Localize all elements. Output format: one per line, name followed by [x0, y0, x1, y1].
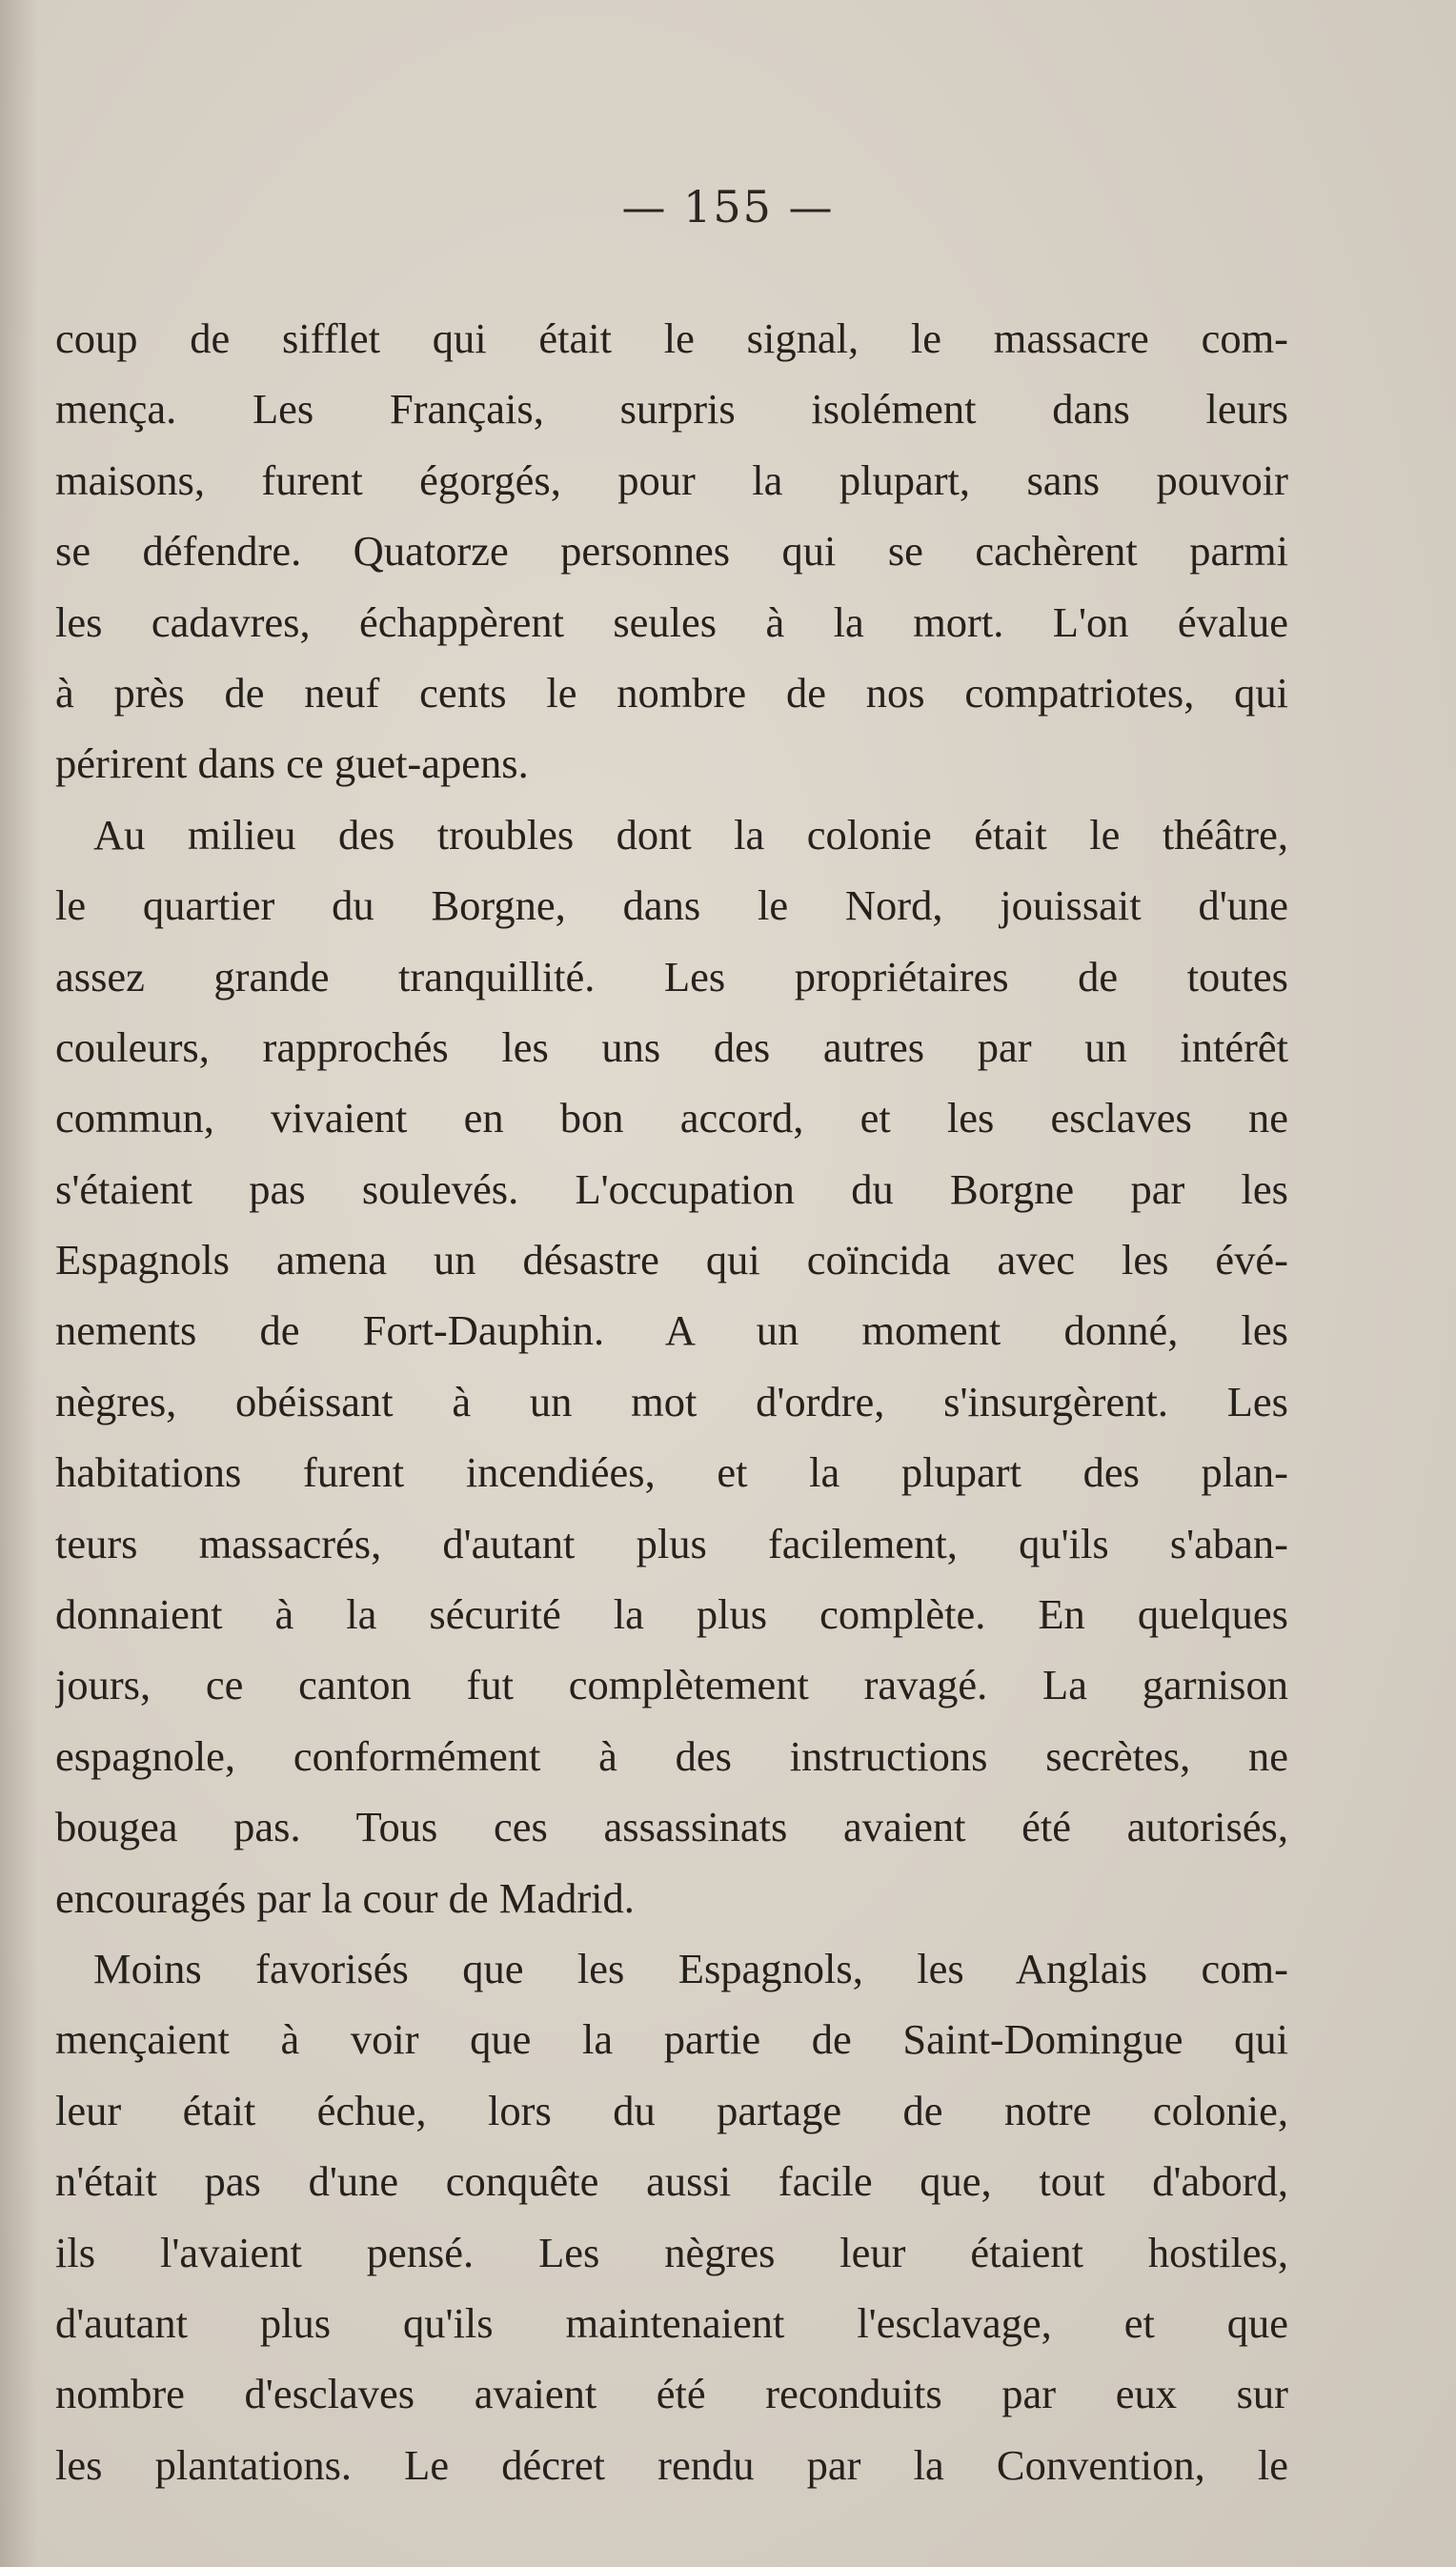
text-line: mençaient à voir que la partie de Saint-Domingue qui: [55, 2015, 1288, 2064]
text-line: nègres, obéissant à un mot d'ordre, s'insurgèrent. Les: [55, 1377, 1288, 1425]
text-line: jours, ce canton fut complètement ravagé. La garnison: [55, 1661, 1288, 1709]
text-line: maisons, furent égorgés, pour la plupart, sans pouvoir: [55, 455, 1288, 504]
text-line: d'autant plus qu'ils maintenaient l'esclavage, et que: [55, 2298, 1288, 2347]
text-line: encouragés par la cour de Madrid.: [55, 1873, 635, 1922]
text-line: coup de sifflet qui était le signal, le massacre com-: [55, 314, 1288, 362]
text-line: commun, vivaient en bon accord, et les esclaves ne: [55, 1094, 1288, 1142]
page-number: — 155 —: [621, 181, 835, 232]
text-line: assez grande tranquillité. Les propriétaires de toutes: [55, 952, 1288, 1001]
text-line: se défendre. Quatorze personnes qui se cachèrent parmi: [55, 527, 1288, 576]
text-line: mença. Les Français, surpris isolément dans leurs: [55, 385, 1288, 434]
text-line: le quartier du Borgne, dans le Nord, jouissait d'une: [55, 881, 1288, 930]
text-line: n'était pas d'une conquête aussi facile que, tout d'abord,: [55, 2157, 1288, 2206]
text-line: espagnole, conformément à des instructions secrètes, ne: [55, 1731, 1288, 1780]
body-text: [55, 303, 1288, 2500]
text-line: leur était échue, lors du partage de notre colonie,: [55, 2086, 1288, 2134]
text-line: couleurs, rapprochés les uns des autres par un intérêt: [55, 1022, 1288, 1071]
text-line: donnaient à la sécurité la plus complète. En quelques: [55, 1590, 1288, 1639]
page-edge-shadow: [0, 0, 38, 2567]
text-line: à près de neuf cents le nombre de nos compatriotes, qui: [55, 668, 1288, 717]
text-line: périrent dans ce guet-apens.: [55, 739, 529, 788]
text-line: ils l'avaient pensé. Les nègres leur étaient hostiles,: [55, 2228, 1288, 2276]
text-line: Au milieu des troubles dont la colonie était le théâtre,: [93, 810, 1288, 859]
text-line: Moins favorisés que les Espagnols, les Anglais com-: [93, 1944, 1288, 1992]
text-line: Espagnols amena un désastre qui coïncida avec les évé-: [55, 1236, 1288, 1284]
text-line: nements de Fort-Dauphin. A un moment donné, les: [55, 1306, 1288, 1355]
text-line: les plantations. Le décret rendu par la Convention, le: [55, 2440, 1288, 2489]
text-line: s'étaient pas soulevés. L'occupation du Borgne par les: [55, 1164, 1288, 1213]
text-line: bougea pas. Tous ces assassinats avaient été autorisés,: [55, 1803, 1288, 1851]
text-line: teurs massacrés, d'autant plus facilement, qu'ils s'aban-: [55, 1519, 1288, 1567]
text-line: nombre d'esclaves avaient été reconduits par eux sur: [55, 2370, 1288, 2418]
text-line: les cadavres, échappèrent seules à la mort. L'on évalue: [55, 597, 1288, 646]
text-line: habitations furent incendiées, et la plupart des plan-: [55, 1448, 1288, 1497]
